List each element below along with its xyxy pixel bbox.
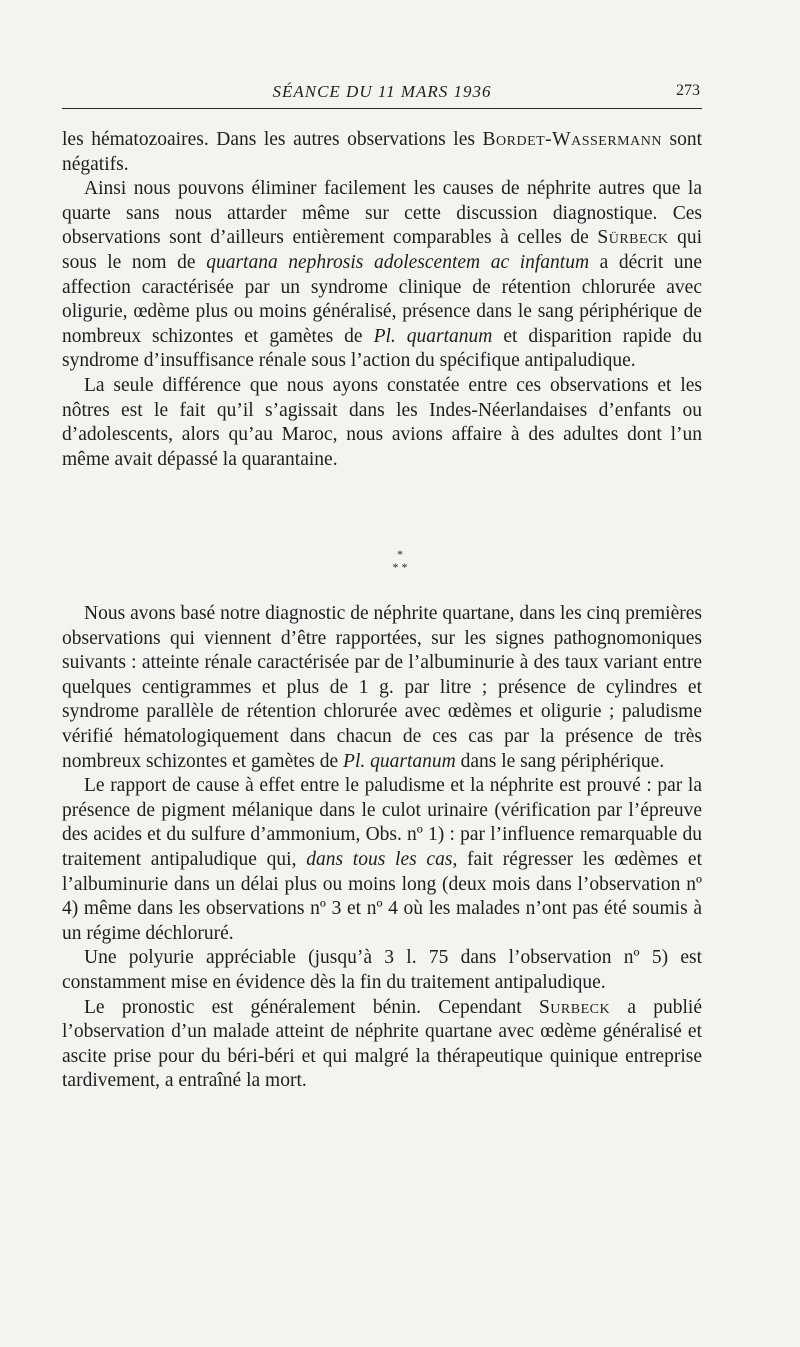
paragraph: La seule différence que nous ayons constatée entre ces observations et les nôtres est le fait qu’il s’agissait dans les Indes-Néerlandaises d’enfants ou d’adolescents, alors qu’au Maroc, nous avions affaire à des adultes dont l’un même avait dépassé la quarantaine. [62,374,702,470]
paragraph: Nous avons basé notre diagnostic de néphrite quartane, dans les cinq premières observations qui viennent d’être rapportées, sur les signes pathognomoniques suivants : atteinte rénale caractérisée par de l’albuminurie à des taux variant entre quelques centigrammes et plus de 1 g. par litre ; présence de cylindres et syndrome parallèle de rétention chlorurée avec œdèmes et oligurie ; paludisme vérifié hématologiquement dans chacun de ces cas par la présence de très nombreux schizontes et gamètes de Pl. quartanum dans le sang périphérique. [62,603,702,772]
paragraph: Une polyurie appréciable (jusqu’à 3 l. 75 dans l’observation nº 5) est constamment mise en évidence dès la fin du traitement antipaludique. [62,947,702,993]
text-block-first [62,128,702,472]
page-number: 273 [676,82,700,99]
paragraph: les hématozoaires. Dans les autres observations les Bordet-Wassermann sont négatifs. [62,129,702,175]
running-title: SÉANCE DU 11 MARS 1936 [272,82,492,101]
paragraph: Le pronostic est généralement bénin. Cependant Surbeck a publié l’observation d’un malade atteint de néphrite quartane avec œdème généralisé et ascite prise pour du béri-béri et qui malgré la thérapeutique quinique entreprise tardivement, a entraîné la mort. [62,996,702,1092]
paragraph: Le rapport de cause à effet entre le paludisme et la néphrite est prouvé : par la présence de pigment mélanique dans le culot urinaire (vérification par l’épreuve des acides et du sulfure d’ammonium, Obs. nº 1) : par l’influence remarquable du traitement antipaludique qui, dans tous les cas, fait régresser les œdèmes et l’albuminurie dans un délai plus ou moins long (deux mois dans l’observation nº 4) même dans les observations nº 3 et nº 4 où les malades n’ont pas été soumis à un régime déchloruré. [62,775,703,944]
section-separator-asterism: * * * [392,547,408,574]
running-header [62,82,702,109]
text-block-second [62,602,702,1094]
paragraph: Ainsi nous pouvons éliminer facilement les causes de néphrite autres que la quarte sans nous attarder même sur cette discussion diagnostique. Ces observations sont d’ailleurs entièrement comparables à celles de Sürbeck qui sous le nom de quartana nephrosis adolescentem ac infantum a décrit une affection caractérisée par un syndrome clinique de rétention chlorurée avec oligurie, œdème plus ou moins généralisé, présence dans le sang périphérique de nombreux schizontes et gamètes de Pl. quartanum et disparition rapide du syndrome d’insuffisance rénale sous l’action du spécifique antipaludique. [62,178,702,372]
